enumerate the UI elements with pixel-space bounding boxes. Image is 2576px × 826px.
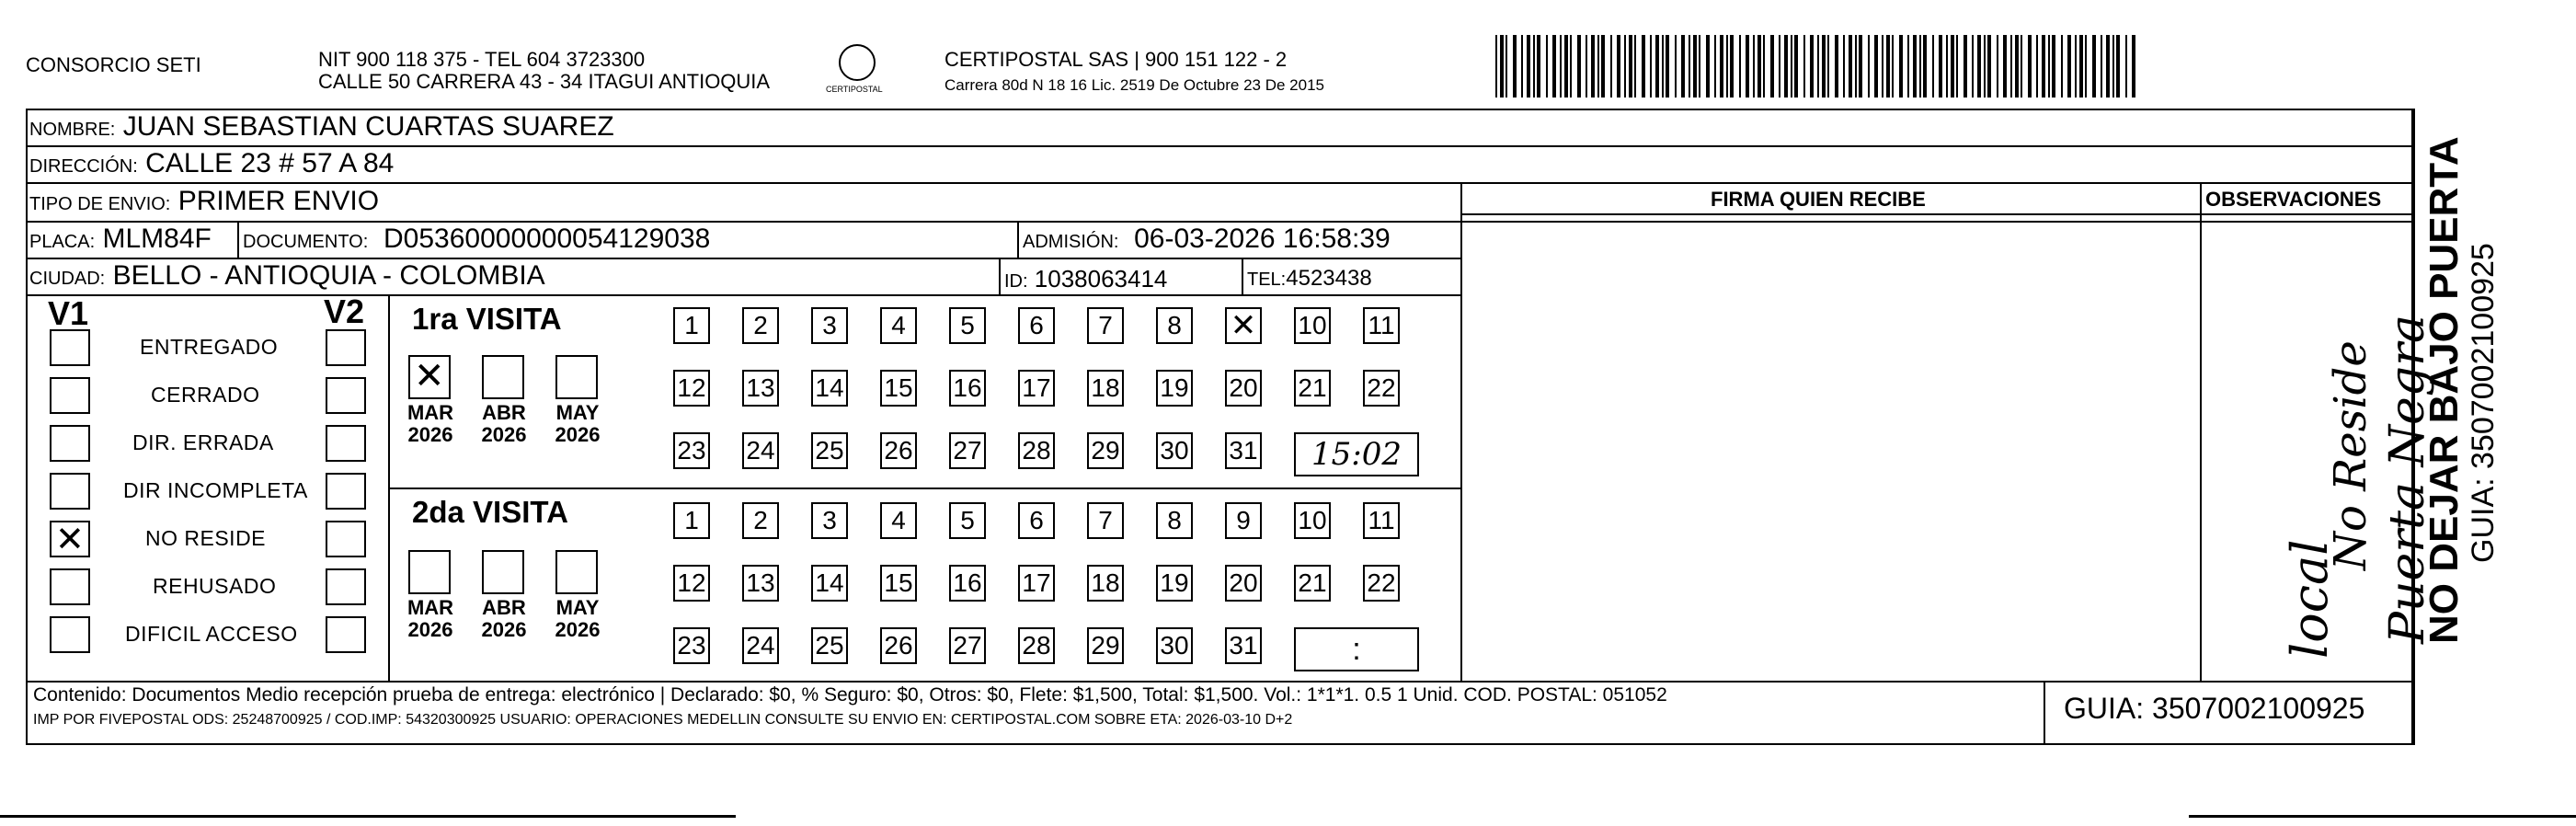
barcode-bar bbox=[2067, 35, 2071, 98]
col-divider bbox=[2044, 681, 2045, 745]
barcode-bar bbox=[1939, 35, 1942, 98]
imp-text: IMP POR FIVEPOSTAL ODS: 25248700925 / COD.IMP: 54320300925 USUARIO: OPERACIONES MEDELLIN CONSULTE SU ENVIO EN: CERTIPOSTAL.COM SOBRE ETA: 2026-03-10 D+2 bbox=[33, 712, 1293, 728]
admision-value: 06-03-2026 16:58:39 bbox=[1134, 224, 1391, 254]
observaciones-label: OBSERVACIONES bbox=[2205, 188, 2382, 211]
barcode-bar bbox=[1537, 35, 1540, 98]
col-divider bbox=[2200, 182, 2202, 681]
barcode-bar bbox=[1946, 35, 1948, 98]
barcode-bar bbox=[1849, 35, 1852, 98]
barcode-bar bbox=[1882, 35, 1883, 98]
day-box[interactable]: 22 bbox=[1363, 565, 1400, 602]
day-box[interactable]: 20 bbox=[1225, 565, 1262, 602]
checklist-option-label: DIR INCOMPLETA bbox=[123, 478, 308, 502]
barcode-bar bbox=[2021, 35, 2022, 98]
v1-label: V1 bbox=[48, 294, 89, 332]
barcode-bar bbox=[1662, 35, 1664, 98]
barcode-bar bbox=[2061, 35, 2063, 98]
barcode-bar bbox=[1699, 35, 1700, 98]
day-box[interactable]: 30 bbox=[1156, 432, 1193, 469]
day-box[interactable]: 17 bbox=[1018, 370, 1055, 407]
barcode-bar bbox=[1874, 35, 1878, 98]
day-box[interactable]: 29 bbox=[1087, 432, 1124, 469]
barcode-bar bbox=[1601, 35, 1605, 98]
checkbox-v1[interactable] bbox=[50, 568, 90, 605]
row-divider bbox=[26, 221, 2413, 223]
checkbox-v2[interactable] bbox=[326, 568, 366, 605]
day-box[interactable]: 25 bbox=[811, 627, 848, 664]
day-box[interactable]: 7 bbox=[1087, 502, 1124, 539]
handwritten-note-local: local bbox=[2281, 539, 2339, 659]
barcode-bar bbox=[1913, 35, 1917, 98]
col-divider bbox=[1460, 182, 1462, 681]
month-label: MAR bbox=[406, 401, 454, 424]
day-box[interactable]: 30 bbox=[1156, 627, 1193, 664]
barcode-bar bbox=[2085, 35, 2087, 98]
day-box[interactable]: 3 bbox=[811, 502, 848, 539]
checkbox-v1[interactable] bbox=[50, 329, 90, 366]
direccion-label: DIRECCIÓN: bbox=[29, 156, 138, 177]
barcode-bar bbox=[1972, 35, 1974, 98]
tipo-envio-field bbox=[29, 186, 379, 220]
handwritten-note-no-reside: No Reside bbox=[2325, 340, 2376, 570]
checkbox-v2[interactable] bbox=[326, 473, 366, 510]
nombre-label: NOMBRE: bbox=[29, 120, 116, 140]
placa-label: PLACA: bbox=[29, 232, 96, 252]
month-label: ABR bbox=[482, 401, 526, 424]
barcode-bar bbox=[1855, 35, 1857, 98]
month-checkbox[interactable] bbox=[482, 355, 524, 399]
barcode-bar bbox=[2079, 35, 2083, 98]
logo-text: CERTIPOSTAL bbox=[826, 85, 883, 94]
checklist-option-label: DIFICIL ACCESO bbox=[125, 622, 298, 646]
barcode-bar bbox=[1681, 35, 1685, 98]
checklist-option-label: NO RESIDE bbox=[145, 526, 267, 550]
day-box[interactable]: 16 bbox=[949, 370, 986, 407]
barcode-bar bbox=[1634, 35, 1636, 98]
barcode-bar bbox=[1997, 35, 1998, 98]
admision-field bbox=[1023, 224, 1391, 258]
tipo-envio-label: TIPO DE ENVIO: bbox=[29, 194, 171, 214]
month-label: MAY bbox=[555, 401, 600, 424]
day-box[interactable]: 11 bbox=[1363, 502, 1400, 539]
placa-field bbox=[29, 224, 212, 258]
day-box[interactable]: 18 bbox=[1087, 370, 1124, 407]
barcode-bar bbox=[1746, 35, 1749, 98]
barcode-bar bbox=[2028, 35, 2032, 98]
day-box[interactable]: 24 bbox=[742, 627, 779, 664]
barcode-bar bbox=[1794, 35, 1798, 98]
day-box[interactable]: 23 bbox=[673, 432, 710, 469]
day-box[interactable]: 27 bbox=[949, 627, 986, 664]
barcode-bar bbox=[1956, 35, 1958, 98]
month-checkbox[interactable] bbox=[555, 550, 598, 594]
barcode-bar bbox=[1923, 35, 1927, 98]
month-checkbox[interactable] bbox=[482, 550, 524, 594]
barcode-bar bbox=[1919, 35, 1921, 98]
barcode-bar bbox=[1521, 35, 1523, 98]
company-name: CONSORCIO SETI bbox=[26, 53, 201, 76]
barcode-bar bbox=[1624, 35, 1626, 98]
barcode-bar bbox=[1963, 35, 1967, 98]
col-divider bbox=[237, 221, 239, 258]
day-box[interactable]: 2 bbox=[742, 502, 779, 539]
checkbox-v2[interactable] bbox=[326, 377, 366, 414]
checklist-option-label: REHUSADO bbox=[153, 574, 277, 598]
nombre-field bbox=[29, 111, 614, 145]
barcode-bar bbox=[1655, 35, 1659, 98]
day-box[interactable]: 12 bbox=[673, 565, 710, 602]
barcode-bar bbox=[2015, 35, 2019, 98]
row-divider bbox=[26, 294, 1460, 296]
checkmark-x-icon: ✕ bbox=[55, 519, 85, 559]
documento-value: D05360000000054129038 bbox=[383, 224, 711, 254]
barcode-bar bbox=[2132, 35, 2135, 98]
day-box[interactable]: 17 bbox=[1018, 565, 1055, 602]
day-box[interactable]: 18 bbox=[1087, 565, 1124, 602]
barcode-bar bbox=[1720, 35, 1723, 98]
barcode-bar bbox=[1770, 35, 1774, 98]
side-guia: GUIA: 3507002100925 bbox=[2466, 243, 2501, 563]
day-box[interactable]: 21 bbox=[1294, 370, 1331, 407]
day-box[interactable]: 5 bbox=[949, 502, 986, 539]
col-divider bbox=[388, 294, 390, 681]
col-divider bbox=[999, 258, 1001, 294]
barcode-bar bbox=[1570, 35, 1572, 98]
barcode bbox=[1495, 35, 2139, 98]
barcode-bar bbox=[2112, 35, 2114, 98]
barcode-bar bbox=[1617, 35, 1620, 98]
id-value: 1038063414 bbox=[1034, 265, 1168, 293]
row-divider bbox=[1460, 213, 2413, 215]
barcode-bar bbox=[2042, 35, 2045, 98]
day-box[interactable]: 15 bbox=[880, 370, 917, 407]
id-field bbox=[1004, 263, 1167, 297]
checkbox-v2[interactable] bbox=[326, 329, 366, 366]
barcode-bar bbox=[1763, 35, 1765, 98]
barcode-bar bbox=[1500, 35, 1504, 98]
contenido-text: Contenido: Documentos Medio recepción prueba de entrega: electrónico | Declarado: $0, % Seguro: $0, Otros: $0, Flete: $1,500, Total: $1,500. Vol.: 1*1*1. 0.5 1 Unid. COD. POSTAL: 051052 bbox=[33, 684, 1667, 706]
day-box[interactable]: 19 bbox=[1156, 565, 1193, 602]
footer-guia: GUIA: 3507002100925 bbox=[2064, 692, 2365, 725]
checklist-option-label: ENTREGADO bbox=[140, 335, 279, 359]
day-box[interactable]: 26 bbox=[880, 627, 917, 664]
day-box[interactable]: 23 bbox=[673, 627, 710, 664]
barcode-bar bbox=[1506, 35, 1507, 98]
year-label: 2026 bbox=[407, 423, 453, 446]
day-box[interactable]: 11 bbox=[1363, 307, 1400, 344]
day-box[interactable]: 10 bbox=[1294, 502, 1331, 539]
year-label: 2026 bbox=[407, 618, 453, 641]
barcode-bar bbox=[1533, 35, 1535, 98]
firma-label: FIRMA QUIEN RECIBE bbox=[1711, 188, 1926, 211]
placa-value: MLM84F bbox=[102, 224, 212, 254]
day-box[interactable]: 10 bbox=[1294, 307, 1331, 344]
barcode-bar bbox=[1560, 35, 1562, 98]
year-label: 2026 bbox=[555, 618, 601, 641]
day-box[interactable]: 22 bbox=[1363, 370, 1400, 407]
documento-label: DOCUMENTO: bbox=[243, 232, 369, 252]
barcode-bar bbox=[1859, 35, 1862, 98]
barcode-bar bbox=[1577, 35, 1581, 98]
row-divider bbox=[26, 258, 1460, 259]
barcode-bar bbox=[2052, 35, 2055, 98]
checkbox-v1[interactable] bbox=[50, 521, 90, 557]
barcode-bar bbox=[2075, 35, 2077, 98]
barcode-bar bbox=[1586, 35, 1587, 98]
id-label: ID: bbox=[1004, 271, 1028, 292]
address-line: CALLE 50 CARRERA 43 - 34 ITAGUI ANTIOQUIA bbox=[318, 70, 771, 93]
day-box[interactable]: 1 bbox=[673, 307, 710, 344]
checkbox-v2[interactable] bbox=[326, 616, 366, 653]
certipostal-line: CERTIPOSTAL SAS | 900 151 122 - 2 bbox=[945, 48, 1288, 71]
certipostal-logo-icon bbox=[839, 44, 876, 81]
second-visit-title: 2da VISITA bbox=[412, 495, 568, 529]
checkbox-v1[interactable] bbox=[50, 425, 90, 462]
barcode-bars bbox=[1495, 35, 2135, 98]
day-box[interactable]: 26 bbox=[880, 432, 917, 469]
no-dejar-bajo-puerta: NO DEJAR BAJO PUERTA bbox=[2421, 136, 2467, 644]
day-box[interactable]: 25 bbox=[811, 432, 848, 469]
barcode-bar bbox=[1791, 35, 1792, 98]
documento-field bbox=[243, 224, 710, 258]
checkbox-v1[interactable] bbox=[50, 473, 90, 510]
checklist-option-label: CERRADO bbox=[151, 383, 260, 407]
time-box[interactable] bbox=[1294, 627, 1419, 671]
day-box[interactable]: 29 bbox=[1087, 627, 1124, 664]
tel-value: 4523438 bbox=[1286, 266, 1372, 291]
barcode-bar bbox=[2048, 35, 2050, 98]
barcode-bar bbox=[1868, 35, 1870, 98]
tel-label: TEL: bbox=[1247, 270, 1287, 290]
barcode-bar bbox=[1552, 35, 1556, 98]
form-frame bbox=[26, 109, 2413, 745]
tel-field bbox=[1247, 263, 1372, 295]
barcode-bar bbox=[2116, 35, 2120, 98]
day-box[interactable]: 4 bbox=[880, 502, 917, 539]
barcode-bar bbox=[2003, 35, 2007, 98]
barcode-bar bbox=[2010, 35, 2012, 98]
barcode-bar bbox=[1591, 35, 1595, 98]
barcode-bar bbox=[1827, 35, 1829, 98]
month-checkbox[interactable] bbox=[408, 550, 451, 594]
barcode-bar bbox=[2106, 35, 2110, 98]
bottom-edge-line bbox=[2189, 815, 2576, 818]
day-box[interactable]: 28 bbox=[1018, 627, 1055, 664]
barcode-bar bbox=[1610, 35, 1612, 98]
day-box[interactable]: 14 bbox=[811, 370, 848, 407]
checkmark-x-icon: ✕ bbox=[1230, 307, 1257, 344]
day-box[interactable]: 1 bbox=[673, 502, 710, 539]
row-divider bbox=[26, 681, 2413, 683]
barcode-bar bbox=[1817, 35, 1819, 98]
day-box[interactable]: 15 bbox=[880, 565, 917, 602]
barcode-bar bbox=[1629, 35, 1632, 98]
barcode-bar bbox=[1739, 35, 1741, 98]
tipo-envio-value: PRIMER ENVIO bbox=[177, 186, 380, 216]
year-label: 2026 bbox=[481, 423, 527, 446]
month-checkbox[interactable] bbox=[408, 355, 451, 399]
barcode-bar bbox=[2125, 35, 2127, 98]
barcode-bar bbox=[1597, 35, 1599, 98]
visit-divider bbox=[388, 488, 1460, 489]
barcode-bar bbox=[1730, 35, 1734, 98]
checkmark-x-icon: ✕ bbox=[414, 355, 445, 397]
time-value: : bbox=[1352, 632, 1361, 667]
barcode-bar bbox=[1886, 35, 1890, 98]
barcode-bar bbox=[1984, 35, 1986, 98]
barcode-bar bbox=[1899, 35, 1903, 98]
barcode-bar bbox=[1513, 35, 1517, 98]
checkbox-v2[interactable] bbox=[326, 521, 366, 557]
day-box[interactable]: 4 bbox=[880, 307, 917, 344]
barcode-bar bbox=[1714, 35, 1716, 98]
barcode-bar bbox=[1757, 35, 1761, 98]
day-box[interactable]: 16 bbox=[949, 565, 986, 602]
year-label: 2026 bbox=[555, 423, 601, 446]
barcode-bar bbox=[1564, 35, 1568, 98]
barcode-bar bbox=[2101, 35, 2102, 98]
row-divider bbox=[26, 145, 2413, 147]
barcode-bar bbox=[1726, 35, 1728, 98]
barcode-bar bbox=[1546, 35, 1548, 98]
day-box[interactable]: 13 bbox=[742, 565, 779, 602]
nit-line: NIT 900 118 375 - TEL 604 3723300 bbox=[318, 48, 646, 71]
barcode-bar bbox=[1495, 35, 1497, 98]
time-value: 15:02 bbox=[1311, 436, 1402, 473]
ciudad-value: BELLO - ANTIOQUIA - COLOMBIA bbox=[112, 260, 545, 291]
barcode-bar bbox=[1693, 35, 1697, 98]
barcode-bar bbox=[1666, 35, 1669, 98]
day-box[interactable]: 3 bbox=[811, 307, 848, 344]
year-label: 2026 bbox=[481, 618, 527, 641]
barcode-bar bbox=[1779, 35, 1780, 98]
direccion-value: CALLE 23 # 57 A 84 bbox=[145, 148, 395, 178]
day-box[interactable]: 19 bbox=[1156, 370, 1193, 407]
ciudad-label: CIUDAD: bbox=[29, 269, 106, 289]
day-box[interactable]: 31 bbox=[1225, 627, 1262, 664]
col-divider bbox=[1242, 258, 1243, 294]
barcode-bar bbox=[1784, 35, 1788, 98]
row-divider bbox=[26, 182, 2413, 184]
day-box[interactable]: 28 bbox=[1018, 432, 1055, 469]
barcode-bar bbox=[1803, 35, 1805, 98]
barcode-bar bbox=[1987, 35, 1991, 98]
day-box[interactable]: 6 bbox=[1018, 307, 1055, 344]
barcode-bar bbox=[1951, 35, 1954, 98]
day-box[interactable]: 24 bbox=[742, 432, 779, 469]
barcode-bar bbox=[1689, 35, 1690, 98]
first-visit-title: 1ra VISITA bbox=[412, 302, 562, 336]
month-label: MAY bbox=[555, 596, 600, 619]
nombre-value: JUAN SEBASTIAN CUARTAS SUAREZ bbox=[122, 111, 614, 142]
barcode-bar bbox=[1706, 35, 1710, 98]
month-checkbox[interactable] bbox=[555, 355, 598, 399]
ciudad-field bbox=[29, 260, 545, 294]
admision-label: ADMISIÓN: bbox=[1023, 232, 1119, 252]
barcode-bar bbox=[1810, 35, 1814, 98]
direccion-field bbox=[29, 148, 394, 182]
barcode-bar bbox=[1892, 35, 1894, 98]
day-box[interactable]: 7 bbox=[1087, 307, 1124, 344]
license-line: Carrera 80d N 18 16 Lic. 2519 De Octubre 23 De 2015 bbox=[945, 76, 1324, 94]
day-box[interactable]: 13 bbox=[742, 370, 779, 407]
day-box[interactable]: 12 bbox=[673, 370, 710, 407]
checkbox-v1[interactable] bbox=[50, 616, 90, 653]
barcode-bar bbox=[1753, 35, 1755, 98]
checkbox-v2[interactable] bbox=[326, 425, 366, 462]
barcode-bar bbox=[1977, 35, 1981, 98]
barcode-bar bbox=[1843, 35, 1845, 98]
col-divider bbox=[1017, 221, 1019, 258]
day-box[interactable]: 2 bbox=[742, 307, 779, 344]
barcode-bar bbox=[1650, 35, 1652, 98]
day-box[interactable] bbox=[1225, 307, 1262, 344]
day-box[interactable]: 8 bbox=[1156, 502, 1193, 539]
day-box[interactable]: 21 bbox=[1294, 565, 1331, 602]
day-box[interactable]: 31 bbox=[1225, 432, 1262, 469]
barcode-bar bbox=[1822, 35, 1826, 98]
barcode-bar bbox=[1907, 35, 1909, 98]
day-box[interactable]: 5 bbox=[949, 307, 986, 344]
day-box[interactable]: 20 bbox=[1225, 370, 1262, 407]
checklist-option-label: DIR. ERRADA bbox=[132, 430, 274, 454]
checkbox-v1[interactable] bbox=[50, 377, 90, 414]
handwritten-note-puerta: Puerta Negra bbox=[2380, 315, 2435, 644]
day-box[interactable]: 8 bbox=[1156, 307, 1193, 344]
day-box[interactable]: 9 bbox=[1225, 502, 1262, 539]
day-box[interactable]: 27 bbox=[949, 432, 986, 469]
barcode-bar bbox=[2036, 35, 2038, 98]
day-box[interactable]: 14 bbox=[811, 565, 848, 602]
v2-label: V2 bbox=[324, 293, 365, 330]
month-label: ABR bbox=[482, 596, 526, 619]
barcode-bar bbox=[1835, 35, 1838, 98]
day-box[interactable]: 6 bbox=[1018, 502, 1055, 539]
time-box[interactable] bbox=[1294, 432, 1419, 476]
bottom-edge-line bbox=[0, 815, 736, 818]
month-label: MAR bbox=[406, 596, 454, 619]
barcode-bar bbox=[1642, 35, 1645, 98]
barcode-bar bbox=[1675, 35, 1677, 98]
barcode-bar bbox=[1527, 35, 1530, 98]
barcode-bar bbox=[1932, 35, 1934, 98]
barcode-bar bbox=[2092, 35, 2096, 98]
